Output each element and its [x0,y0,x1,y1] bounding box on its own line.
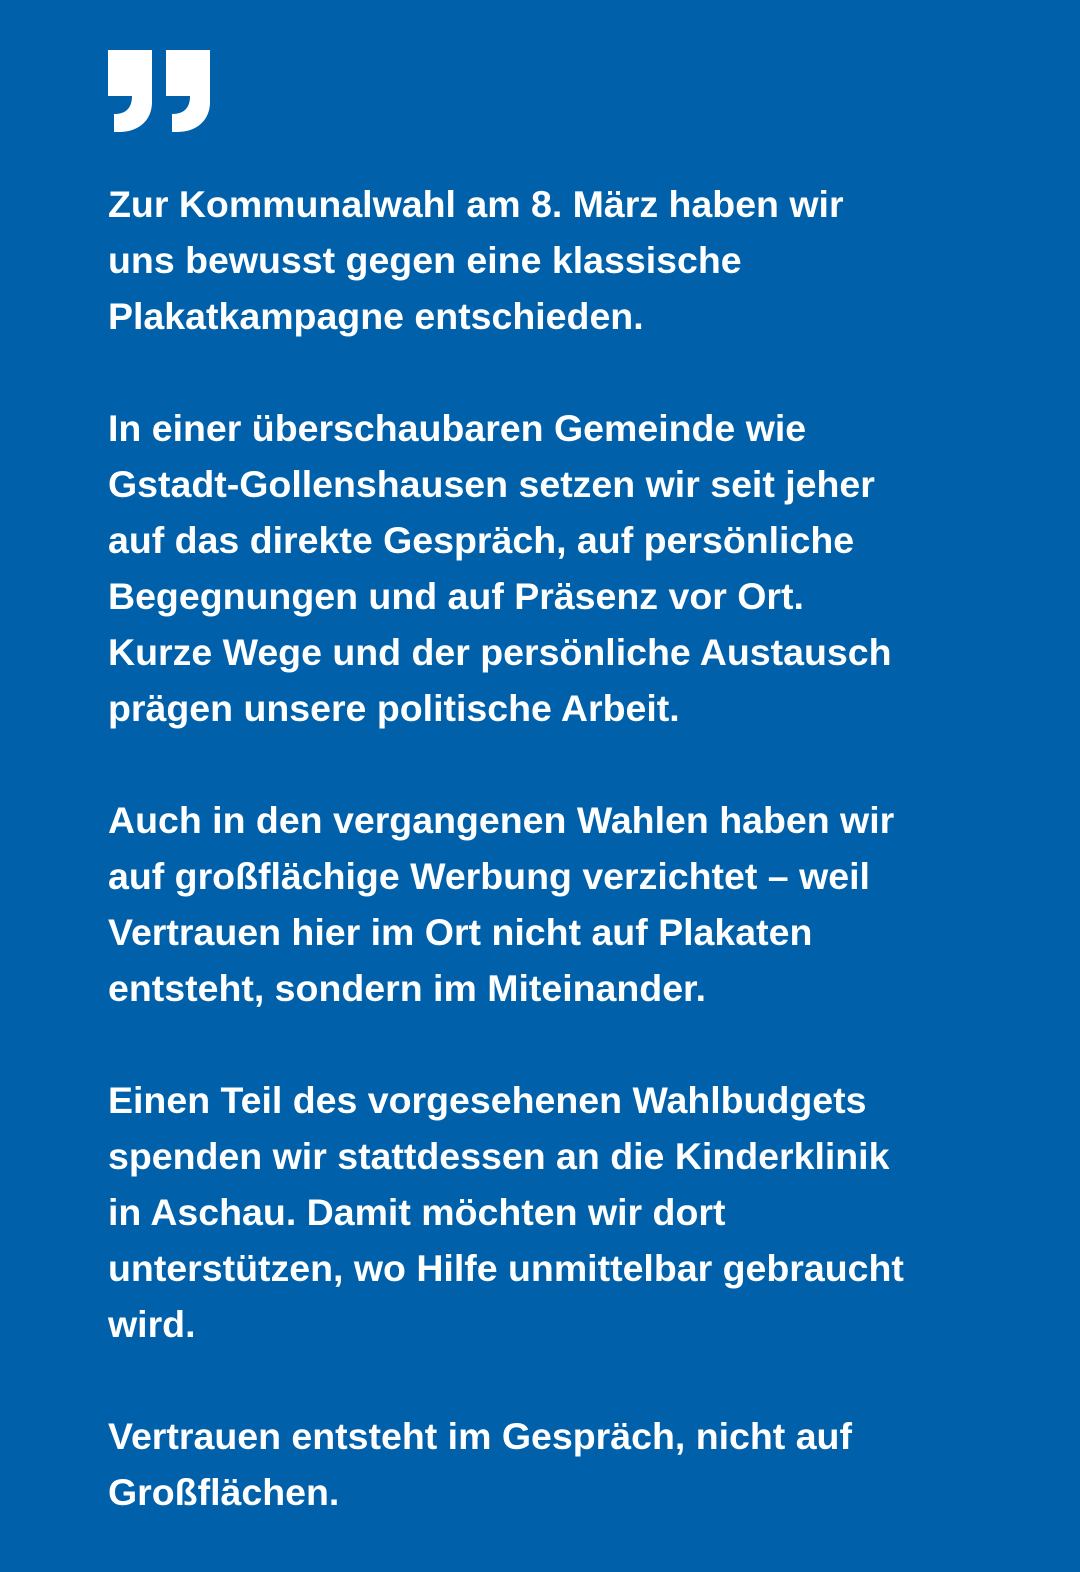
paragraph-past-elections: Auch in den vergangenen Wahlen haben wir auf großflächige Werbung verzichtet – weil Vertrauen hier im Ort nicht auf Plakaten entsteht, sondern im Miteinander. [108,799,895,1009]
paragraph-poster-campaign: Zur Kommunalwahl am 8. März haben wir uns bewusst gegen eine klassische Plakatkampagne entschieden. [108,183,844,337]
paragraph-closing-statement: Vertrauen entsteht im Gespräch, nicht auf Großflächen. [108,1415,852,1513]
paragraph-donation: Einen Teil des vorgesehenen Wahlbudgets spenden wir stattdessen an die Kinderklinik in Aschau. Damit möchten wir dort unterstützen, wo Hilfe unmittelbar gebraucht wird. [108,1079,904,1345]
quotation-mark-icon [108,50,212,132]
statement-text [108,176,1008,1520]
paragraph-direct-conversation: In einer überschaubaren Gemeinde wie Gstadt-Gollenshausen setzen wir seit jeher auf das direkte Gespräch, auf persönliche Begegnungen und auf Präsenz vor Ort. Kurze Wege und der persönliche Austausch prägen unsere politische Arbeit. [108,407,892,729]
